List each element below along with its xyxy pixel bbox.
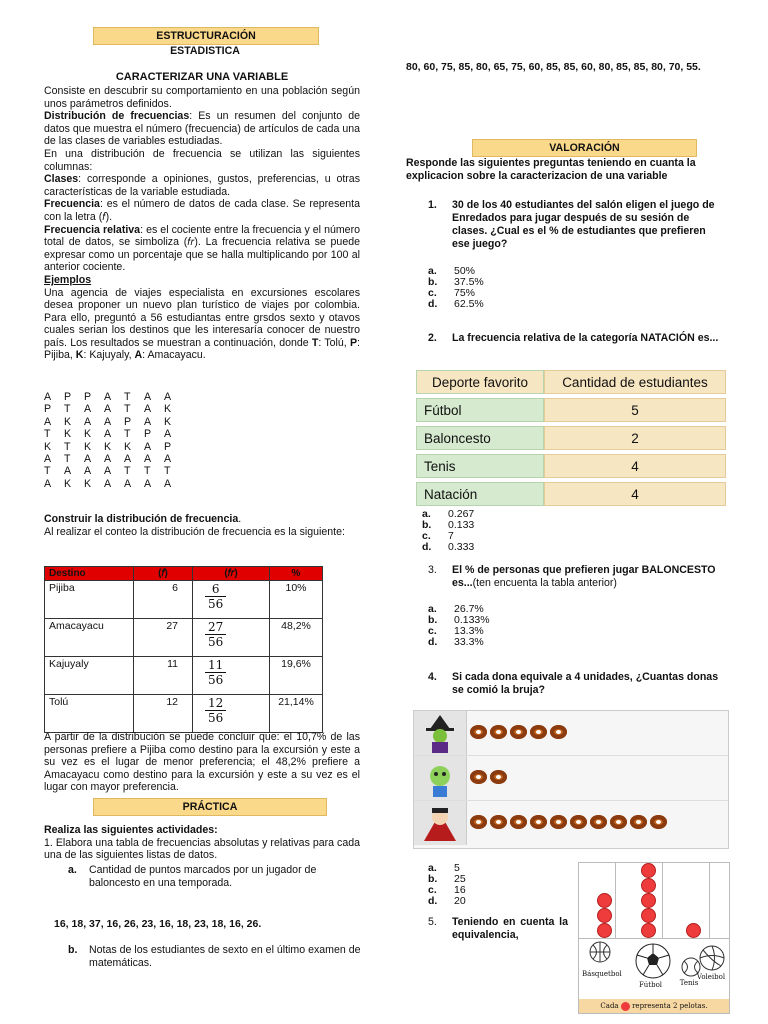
legend-value: : Amacayacu. xyxy=(142,349,206,362)
table-row: Natación 4 xyxy=(416,482,726,506)
frecuencia-text: : es el número de datos de cada clase. Se representa con la letra (𝑓). xyxy=(44,198,360,223)
goblin-icon xyxy=(414,756,467,800)
legend-value: : Kajuyaly, xyxy=(83,349,135,362)
data-list-a: 16, 18, 37, 16, 26, 23, 16, 18, 23, 18, 16, 26. xyxy=(54,918,262,930)
option[interactable]: c. 75% xyxy=(428,287,476,299)
question-number: 1. xyxy=(428,199,437,211)
table-row: Fútbol 5 xyxy=(416,398,726,422)
frecuencia-term: Frecuencia xyxy=(44,198,100,211)
soccer-ball-icon xyxy=(635,943,671,979)
donut-icon xyxy=(550,815,567,829)
donut-row xyxy=(470,815,670,832)
columns-paragraph: En una distribución de frecuencia se utilizan las siguientes columnas: xyxy=(44,147,360,173)
question-text: 30 de los 40 estudiantes del salón eligen el juego de Enredados para jugar después de su sesión de clases. ¿Cual es el % de estudiantes que prefieren ese juego? xyxy=(452,199,715,250)
grid-row: A K A A P A K xyxy=(44,415,172,428)
question-text: Teniendo en cuenta la equivalencia, xyxy=(452,916,568,941)
ball-legend: Cada representa 2 pelotas. xyxy=(579,999,729,1013)
item-1: 1. Elabora una tabla de frecuencias absolutas y relativas para cada una de las siguientes listas de datos. xyxy=(44,836,360,862)
question-5 xyxy=(428,916,568,942)
clases-term: Clases xyxy=(44,173,79,186)
ball-mark xyxy=(641,878,656,893)
legend-key: K xyxy=(75,349,84,362)
q3-options xyxy=(428,604,490,648)
realiza-label: Realiza las siguientes actividades: xyxy=(44,824,218,836)
question-text: El % de personas que prefieren jugar BALONCESTO es... xyxy=(452,564,716,589)
table-header: Deporte favorito Cantidad de estudiantes xyxy=(416,370,726,394)
intro-text xyxy=(44,85,360,362)
pictogram-row xyxy=(414,711,728,756)
item-b-text: Notas de los estudiantes de sexto en el último examen de matemáticas. xyxy=(89,944,361,969)
donut-icon xyxy=(630,815,647,829)
ball-pictograph xyxy=(578,862,730,1014)
question-text: La frecuencia relativa de la categoría NATACIÓN es... xyxy=(452,332,719,344)
ball-mark xyxy=(641,863,656,878)
question-3 xyxy=(428,564,728,590)
option[interactable]: b. 25 xyxy=(428,873,466,885)
question-hint: (ten encuenta la tabla anterior) xyxy=(472,577,617,589)
data-list-b: 80, 60, 75, 85, 80, 65, 75, 60, 85, 85, 60, 80, 85, 85, 80, 70, 55. xyxy=(406,61,701,73)
table-row: Tolú 12 $\frac{12}{56}$ 21,14% xyxy=(45,695,323,733)
option[interactable]: c. 7 xyxy=(422,530,454,542)
basketball-icon xyxy=(589,941,611,963)
donut-icon xyxy=(530,815,547,829)
question-number: 4. xyxy=(428,671,437,683)
sport-label: Tenis xyxy=(679,979,699,987)
question-number: 2. xyxy=(428,332,437,344)
grid-row: A T A A A A A xyxy=(44,452,172,465)
ball-mark xyxy=(597,908,612,923)
construir-title: Construir la distribución de frecuencia xyxy=(44,513,239,525)
construir-section: Construir la distribución de frecuencia. Al realizar el conteo la distribución de frecuencia es la siguiente: xyxy=(44,513,360,538)
frecuencia-relativa-text: : es el cociente entre la frecuencia y el número total de datos, se simboliza (𝑓𝑟). La frecuencia relativa se puede expresar como un porcentaje que se halla multiplicando por 100 al anterior cociente. xyxy=(44,223,360,274)
table-row: Kajuyaly 11 $\frac{11}{56}$ 19,6% xyxy=(45,657,323,695)
donut-icon xyxy=(490,770,507,784)
q1-options xyxy=(428,266,484,310)
donut-icon xyxy=(510,725,527,739)
donut-icon xyxy=(590,815,607,829)
df-term: Distribución de frecuencias xyxy=(44,110,190,123)
legend-key: P xyxy=(349,336,358,349)
grid-row: A P P A T A A xyxy=(44,391,172,403)
pictogram-row xyxy=(414,756,728,801)
pictogram-row xyxy=(414,801,728,845)
frequency-table xyxy=(44,566,323,733)
sport-label: Voleibol xyxy=(696,973,726,981)
donut-icon xyxy=(610,815,627,829)
intro-paragraph: Consiste en descubrir su comportamiento en una población según unos parámetros definidos. xyxy=(44,85,360,110)
header-estructuracion: ESTRUCTURACIÓN xyxy=(93,27,319,45)
item-a-text: Cantidad de puntos marcados por un jugador de baloncesto en una temporada. xyxy=(89,864,317,889)
option[interactable]: a. 5 xyxy=(428,862,460,874)
donut-icon xyxy=(530,725,547,739)
table-row: Tenis 4 xyxy=(416,454,726,478)
sports-table xyxy=(416,366,726,510)
donut-icon xyxy=(570,815,587,829)
sport-label: Básquetbol xyxy=(582,970,622,978)
fraction: $\frac{6}{56}$ xyxy=(205,582,226,611)
question-text: Si cada dona equivale a 4 unidades, ¿Cuantas donas se comió la bruja? xyxy=(452,671,719,696)
donut-icon xyxy=(550,725,567,739)
legend-key: T xyxy=(311,336,319,349)
col-fr: (𝑓𝑟) xyxy=(193,567,270,581)
option[interactable]: a. 0.267 xyxy=(422,508,475,520)
subtitle-estadistica: ESTADISTICA xyxy=(170,45,240,57)
option[interactable]: d. 62.5% xyxy=(428,298,484,310)
table-row: Baloncesto 2 xyxy=(416,426,726,450)
ball-icon xyxy=(621,1002,630,1011)
ball-mark xyxy=(641,908,656,923)
table-row: Amacayacu 27 $\frac{27}{56}$ 48,2% xyxy=(45,619,323,657)
witch-icon xyxy=(414,711,467,755)
col-f: (𝑓) xyxy=(134,567,193,581)
header-practica: PRÁCTICA xyxy=(93,798,327,816)
option[interactable]: d. 0.333 xyxy=(422,541,475,553)
volleyball-icon xyxy=(699,945,725,971)
fraction: $\frac{12}{56}$ xyxy=(205,696,226,725)
question-number: 3. xyxy=(428,564,437,576)
practica-section xyxy=(44,824,360,862)
option[interactable]: c. 16 xyxy=(428,884,466,896)
donut-pictogram xyxy=(413,710,729,849)
ejemplos-label: Ejemplos xyxy=(44,273,92,286)
clases-text: : corresponde a opiniones, gustos, preferencias, u otras características de la variable estudiada. xyxy=(44,173,360,198)
grid-row: K T K K K A P xyxy=(44,440,172,453)
question-2 xyxy=(428,332,724,345)
grid-row: T A A A T T T xyxy=(44,465,171,478)
ejemplos-text: Una agencia de viajes especialista en excursiones escolares desea proponer un nuevo plan turístico de viajes por colombia. Para ello, preguntó a 56 estudiantas entre grsdos sexto y otavos cuales serian los destinos que les interesaría conocer de nuestro país. Los resultados se muestran a continuación, donde xyxy=(44,286,360,349)
donut-icon xyxy=(490,725,507,739)
vampire-icon xyxy=(414,801,467,845)
grid-row: T K K A T P A xyxy=(44,428,172,441)
q2-options xyxy=(422,509,474,553)
ball-mark xyxy=(686,923,701,938)
option[interactable]: a. 50% xyxy=(428,265,476,277)
table-row: Pijiba 6 $\frac{6}{56}$ 10% xyxy=(45,581,323,619)
option[interactable]: c. 13.3% xyxy=(428,625,484,637)
option[interactable]: d. 33.3% xyxy=(428,636,484,648)
col-pct: % xyxy=(270,567,323,581)
letter-grid xyxy=(44,391,184,490)
option[interactable]: d. 20 xyxy=(428,895,466,907)
col-destino: Destino xyxy=(45,567,134,581)
grid-row: A K K A A A A xyxy=(44,477,172,490)
legend-key: A xyxy=(134,349,143,362)
option[interactable]: b. 0.133 xyxy=(422,519,475,531)
conclusion-text: A partir de la distribución se puede concluir que: el 10,7% de las personas prefiere a Pijiba como destino para la excursión y este a su vez es el lugar de menor preferencia; el 48,2% prefiere a Amacayacu como destino para la excursión y este a su vez es el lugar con mayor preferencia. xyxy=(44,731,360,794)
construir-text: Al realizar el conteo la distribución de frecuencia es la siguiente: xyxy=(44,525,345,538)
donut-row xyxy=(470,770,510,787)
donut-icon xyxy=(470,770,487,784)
question-4 xyxy=(428,671,724,697)
donut-icon xyxy=(470,725,487,739)
item-b-label: b. xyxy=(68,944,78,956)
sport-label: Fútbol xyxy=(638,981,663,989)
option[interactable]: b. 37.5% xyxy=(428,276,484,288)
option[interactable]: b. 0.133% xyxy=(428,614,490,626)
item-a-label: a. xyxy=(68,864,77,876)
donut-row xyxy=(470,725,570,742)
option[interactable]: a. 26.7% xyxy=(428,603,484,615)
legend-value: : Tolú, xyxy=(318,336,350,349)
instructions: Responde las siguientes preguntas teniendo en cuanta la explicacion sobre la caracterizacion de una variable xyxy=(406,157,696,182)
donut-icon xyxy=(650,815,667,829)
frecuencia-relativa-term: Frecuencia relativa xyxy=(44,223,141,236)
ball-mark xyxy=(641,893,656,908)
header-valoracion: VALORACIÓN xyxy=(472,139,697,157)
df-text: : Es un resumen del conjunto de datos que muestra el número (frecuencia) de artículos de cada una de las clases de variables estudiadas. xyxy=(44,110,360,148)
fraction: $\frac{27}{56}$ xyxy=(205,620,226,649)
fraction: $\frac{11}{56}$ xyxy=(205,658,226,687)
ball-mark xyxy=(597,893,612,908)
ball-mark xyxy=(597,923,612,938)
donut-icon xyxy=(470,815,487,829)
donut-icon xyxy=(490,815,507,829)
grid-row: P T A A T A K xyxy=(44,403,172,416)
q4-options xyxy=(428,863,466,907)
ball-mark xyxy=(641,923,656,938)
section-title: CARACTERIZAR UNA VARIABLE xyxy=(115,71,289,83)
question-number: 5. xyxy=(428,916,437,928)
question-1 xyxy=(428,199,724,251)
legend-value: : Pijiba, xyxy=(44,336,360,362)
donut-icon xyxy=(510,815,527,829)
